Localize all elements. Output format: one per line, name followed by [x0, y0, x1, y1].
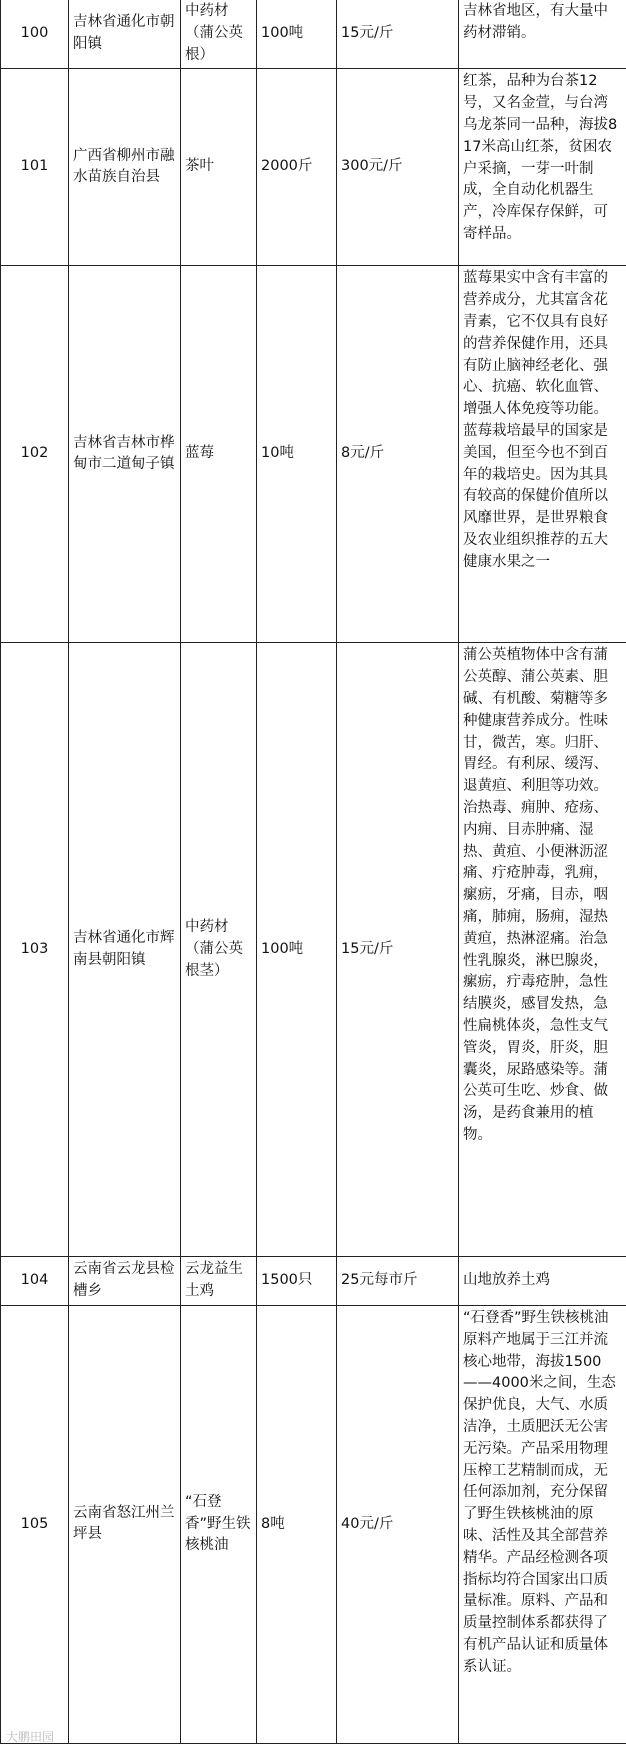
row-quantity: 100吨: [257, 643, 337, 1257]
row-place: 云南省云龙县检槽乡: [69, 1257, 181, 1306]
row-id: 101: [1, 69, 69, 266]
row-description: 蒲公英植物体中含有蒲公英醇、蒲公英素、胆碱、有机酸、菊糖等多种健康营养成分。性味甘，微苦，寒。归肝、胃经。有利尿、缓泻、退黄疸、利胆等功效。治热毒、痈肿、疮疡、内痈、目赤肿痛、湿热、黄疸、小便淋沥涩痛、疔疮肿毒，乳痈，瘰疬，牙痛，目赤，咽痛，肺痈，肠痈，湿热黄疸，热淋涩痛。治急性乳腺炎，淋巴腺炎，瘰疬，疔毒疮肿，急性结膜炎，感冒发热，急性扁桃体炎，急性支气管炎，胃炎，肝炎，胆囊炎，尿路感染等。蒲公英可生吃、炒食、做汤，是药食兼用的植物。: [459, 643, 626, 1257]
row-price: 40元/斤: [337, 1305, 459, 1743]
row-place: 吉林省通化市辉南县朝阳镇: [69, 643, 181, 1257]
row-price: 15元/斤: [337, 0, 459, 69]
row-quantity: 1500只: [257, 1257, 337, 1306]
row-id: 103: [1, 643, 69, 1257]
table-row: [1, 1305, 626, 1743]
row-description: 吉林省地区，有大量中药材滞销。: [459, 0, 626, 69]
row-price: 8元/斤: [337, 266, 459, 643]
row-product: 茶叶: [181, 69, 257, 266]
row-product: 中药材（蒲公英根）: [181, 0, 257, 69]
table-row: [1, 643, 626, 1257]
table-row: [1, 266, 626, 643]
row-product: 蓝莓: [181, 266, 257, 643]
row-id: 100: [1, 0, 69, 69]
row-description: 蓝莓果实中含有丰富的营养成分，尤其富含花青素，它不仅具有良好的营养保健作用，还具有防止脑神经老化、强心、抗癌、软化血管、增强人体免疫等功能。蓝莓栽培最早的国家是美国，但至今也不到百年的栽培史。因为其具有较高的保健价值所以风靡世界，是世界粮食及农业组织推荐的五大健康水果之一: [459, 266, 626, 643]
row-price: 300元/斤: [337, 69, 459, 266]
row-product: 云龙益生土鸡: [181, 1257, 257, 1306]
watermark-text: 大鹏田园: [6, 1730, 55, 1744]
row-quantity: 2000斤: [257, 69, 337, 266]
row-place: 吉林省吉林市桦甸市二道甸子镇: [69, 266, 181, 643]
row-quantity: 10吨: [257, 266, 337, 643]
row-place: 吉林省通化市朝阳镇: [69, 0, 181, 69]
row-description: 山地放养土鸡: [459, 1257, 626, 1306]
row-id: 105: [1, 1305, 69, 1743]
row-place: 广西省柳州市融水苗族自治县: [69, 69, 181, 266]
row-product: “石登香”野生铁核桃油: [181, 1305, 257, 1743]
row-price: 15元/斤: [337, 643, 459, 1257]
row-place: 云南省怒江州兰坪县: [69, 1305, 181, 1743]
table-row: [1, 69, 626, 266]
table-row: [1, 1257, 626, 1306]
row-id: 102: [1, 266, 69, 643]
row-description: 红茶，品种为台茶12号，又名金萱，与台湾乌龙茶同一品种，海拔817米高山红茶，贫困农户采摘，一芽一叶制成，全自动化机器生产，冷库保存保鲜，可寄样品。: [459, 69, 626, 266]
row-description: “石登香”野生铁核桃油原料产地属于三江并流核心地带，海拔1500——4000米之间，生态保护优良，大气、水质洁净，土质肥沃无公害无污染。产品采用物理压榨工艺精制而成，无任何添加剂，充分保留了野生铁核桃油的原味、活性及其全部营养精华。产品经检测各项指标均符合国家出口质量标准。原料、产品和质量控制体系都获得了有机产品认证和质量体系认证。: [459, 1305, 626, 1743]
row-quantity: 100吨: [257, 0, 337, 69]
row-price: 25元每市斤: [337, 1257, 459, 1306]
row-id: 104: [1, 1257, 69, 1306]
row-product: 中药材（蒲公英根茎）: [181, 643, 257, 1257]
row-quantity: 8吨: [257, 1305, 337, 1743]
table-row: [1, 0, 626, 69]
